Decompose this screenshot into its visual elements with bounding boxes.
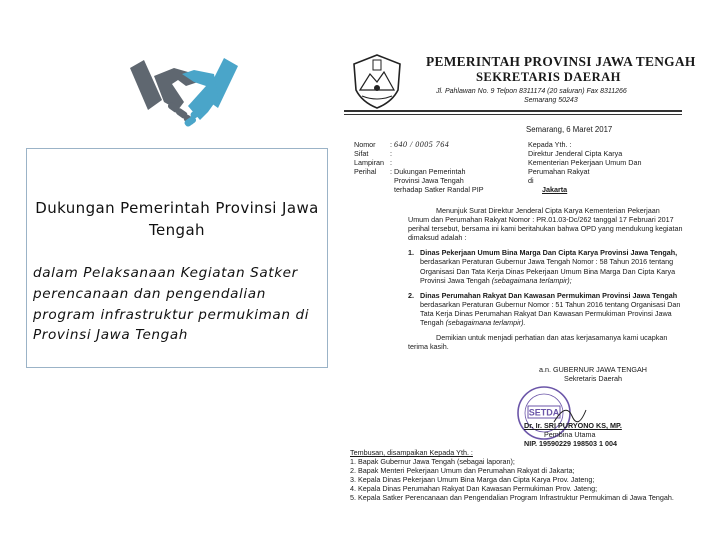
letterhead-address: Jl. Pahlawan No. 9 Telpon 8311174 (20 saluran) Fax 8311266 xyxy=(436,88,627,95)
meta-row xyxy=(354,167,534,176)
meta-label: Perihal xyxy=(354,167,377,177)
copies-heading: Tembusan, disampaikan Kepada Yth. : xyxy=(350,448,473,457)
recipient-di: di xyxy=(528,176,534,186)
sign-on-behalf: a.n. GUBERNUR JAWA TENGAH xyxy=(539,365,647,374)
body-line: perihal tersebut, bersama ini kami beritahukan bahwa OPD yang mendukung kegiatan xyxy=(408,224,683,234)
recipient-heading: Kepada Yth. : xyxy=(528,140,572,149)
item-line: Organisasi Dan Tata Kerja Dinas Pekerjaan Umum Bina Marga Dan Cipta Karya xyxy=(420,266,676,276)
copy-item: 5. Kepala Satker Perencanaan dan Pengendalian Program Infrastruktur Permukiman di Jawa Tengah. xyxy=(350,493,674,503)
meta-row xyxy=(354,185,534,194)
meta-row xyxy=(354,176,534,185)
recipient-block xyxy=(528,140,641,195)
letterhead-rule-thin xyxy=(344,114,682,115)
recipient-line: Direktur Jenderal Cipta Karya xyxy=(528,149,623,159)
meta-sep: : xyxy=(390,149,392,159)
item-line: berdasarkan Peraturan Gubernur Nomor : 51 Tahun 2016 tentang Organisasi Dan xyxy=(420,299,681,309)
letter-body xyxy=(408,206,688,351)
copy-item: 1. Bapak Gubernur Jawa Tengah (sebagai laporan); xyxy=(350,457,515,467)
item-title: Dinas Perumahan Rakyat Dan Kawasan Permukiman Provinsi Jawa Tengah xyxy=(420,290,678,300)
meta-sep: : xyxy=(390,167,392,177)
letterhead-subtitle: SEKRETARIS DAERAH xyxy=(476,70,621,84)
item-line: Tata Kerja Dinas Perumahan Rakyat Dan Kawasan Permukiman Provinsi Jawa xyxy=(420,308,672,318)
meta-number: 640 / 0005 764 xyxy=(394,140,450,149)
item-suffix: (sebagaimana terlampir); xyxy=(491,275,572,285)
copy-item: 3. Kepala Dinas Pekerjaan Umum Bina Marga dan Cipta Karya Prov. Jateng; xyxy=(350,475,595,485)
caption-title: Dukungan Pemerintah Provinsi Jawa Tengah xyxy=(35,199,319,239)
sign-role: Sekretaris Daerah xyxy=(564,374,622,384)
letterhead-title: PEMERINTAH PROVINSI JAWA TENGAH xyxy=(426,54,696,69)
meta-label xyxy=(354,185,390,194)
letter-date: Semarang, 6 Maret 2017 xyxy=(526,125,613,134)
meta-row xyxy=(354,149,534,158)
meta-subject: Provinsi Jawa Tengah xyxy=(394,176,464,186)
meta-subject: Dukungan Pemerintah xyxy=(394,167,466,177)
closing-line: terima kasih. xyxy=(408,342,449,352)
recipient-city: Jakarta xyxy=(542,185,568,195)
signature-heading xyxy=(508,365,678,383)
item-suffix: (sebagaimana terlampir). xyxy=(445,318,526,328)
signatory-name: Dr. Ir. SRI PURYONO KS, MP. xyxy=(524,421,622,430)
item-number: 1. xyxy=(408,248,414,258)
handshake-icon xyxy=(128,48,240,140)
body-line: Umum dan Perumahan Rakyat Nomor : PR.01.03-Dc/262 tanggal 17 Februari 2017 xyxy=(408,215,674,225)
letter-meta xyxy=(354,140,534,195)
meta-label: Nomor xyxy=(354,140,376,149)
stamp-text: SETDA xyxy=(528,407,560,418)
meta-label: Sifat xyxy=(354,149,369,159)
signatory-nip: NIP. 19590229 198503 1 004 xyxy=(524,439,617,449)
item-line: berdasarkan Peraturan Gubernur Jawa Tengah Nomor : 58 Tahun 2016 tentang xyxy=(420,257,674,267)
letterhead-rule xyxy=(344,110,682,112)
meta-sep: : xyxy=(390,158,392,168)
meta-label: Lampiran xyxy=(354,158,384,168)
meta-value xyxy=(392,149,532,158)
meta-subject: terhadap Satker Randal PIP xyxy=(394,185,484,195)
signatory-block xyxy=(524,421,622,448)
meta-value xyxy=(392,158,532,167)
provincial-seal-icon xyxy=(348,52,406,110)
body-line: Menunjuk Surat Direktur Jenderal Cipta Karya Kementerian Pekerjaan xyxy=(436,206,660,215)
item-line: Tengah xyxy=(420,318,444,328)
closing-line: Demikian untuk menjadi perhatian dan atas kerjasamanya kami ucapkan xyxy=(436,333,668,343)
caption-body: dalam Pelaksanaan Kegiatan Satker perencanaan dan pengendalian program infrastruktur permukiman di Provinsi Jawa Tengah xyxy=(33,265,310,344)
item-line: Provinsi Jawa Tengah xyxy=(420,275,490,285)
recipient-line: Perumahan Rakyat xyxy=(528,167,590,177)
copy-item: 4. Kepala Dinas Perumahan Rakyat Dan Kawasan Permukiman Prov. Jateng; xyxy=(350,484,598,494)
item-title: Dinas Pekerjaan Umum Bina Marga Dan Cipta Karya Provinsi Jawa Tengah, xyxy=(420,248,678,258)
body-line: dimaksud adalah : xyxy=(408,233,467,243)
item-number: 2. xyxy=(408,290,414,300)
letterhead-city: Semarang 50243 xyxy=(524,97,578,104)
signatory-rank: Pembina Utama xyxy=(544,430,596,440)
recipient-line: Kementerian Pekerjaan Umum Dan xyxy=(528,158,642,168)
copies-block xyxy=(350,448,674,503)
meta-row xyxy=(354,140,534,149)
meta-row xyxy=(354,158,534,167)
meta-sep: : xyxy=(390,140,392,149)
official-letter xyxy=(338,40,696,535)
copy-item: 2. Bapak Menteri Pekerjaan Umum dan Perumahan Rakyat di Jakarta; xyxy=(350,466,575,476)
meta-label xyxy=(354,176,390,185)
caption-card xyxy=(26,148,328,368)
